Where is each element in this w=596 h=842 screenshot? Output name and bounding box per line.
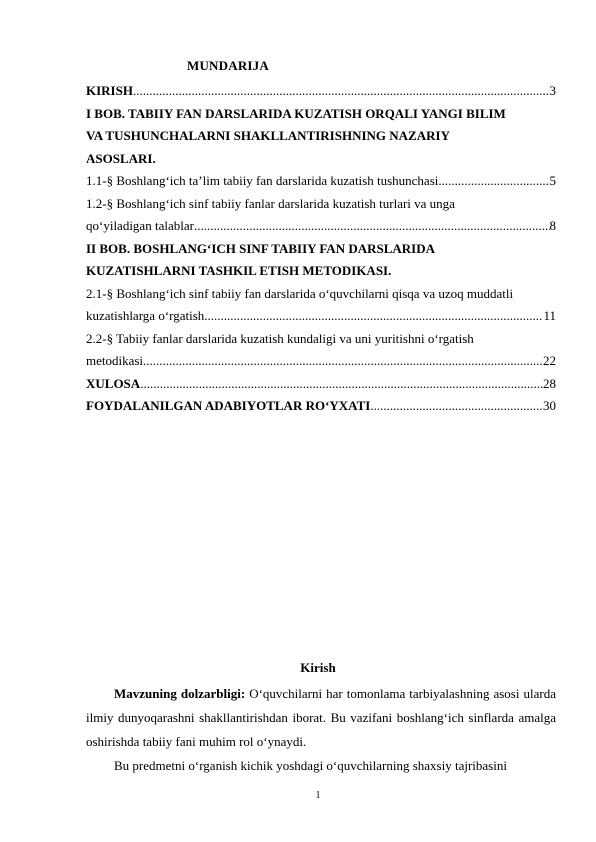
toc-title: XULOSA [86, 375, 141, 391]
toc-page: 30 [543, 398, 556, 413]
toc-entry-2-1[interactable] [86, 305, 556, 328]
toc-page: 3 [549, 83, 556, 98]
toc-entry-2-2[interactable] [86, 350, 556, 373]
toc-leader [204, 305, 543, 328]
toc-title: metodikasi [86, 353, 144, 368]
contents-heading: MUNDARIJA [187, 58, 269, 73]
paragraph [86, 682, 556, 754]
toc-entry-1-2[interactable] [86, 215, 556, 238]
toc-leader [133, 80, 550, 103]
toc-page: 28 [543, 375, 556, 391]
toc-leader [438, 170, 549, 193]
toc-page: 11 [543, 308, 556, 323]
toc-entry-1-2-line[interactable]: 1.2-§ Boshlang‘ich sinf tabiiy fanlar darslarida kuzatish turlari va unga [86, 195, 455, 211]
paragraph-text: O‘quvchilarni har tomonlama tarbiyalashning asosi ularda ilmiy dunyoqarashni shakllantirishdan iborat. Bu vazifani boshlang‘ich sinflarda amalga oshirishda tabiiy fani muhim rol o‘ynaydi. [86, 686, 556, 749]
kirish-heading: Kirish [300, 660, 336, 675]
toc-leader [140, 373, 543, 396]
page-number: 1 [315, 790, 321, 801]
toc-entry-references[interactable] [86, 395, 556, 418]
toc-title: FOYDALANILGAN ADABIYOTLAR RO‘YXATI [86, 398, 371, 413]
toc-chapter-2-line[interactable]: II BOB. BOSHLANG‘ICH SINF TABIIY FAN DARSLARIDA [86, 240, 436, 256]
toc-page: 22 [543, 353, 556, 368]
toc-chapter-1-line[interactable]: I BOB. TABIIY FAN DARSLARIDA KUZATISH ORQALI YANGI BILIM [86, 105, 506, 121]
toc-leader [143, 350, 543, 373]
toc-chapter-1-line[interactable]: ASOSLARI. [86, 150, 156, 166]
toc-title: KIRISH [86, 83, 133, 98]
table-of-contents [86, 80, 556, 418]
paragraph-lead: Mavzuning dolzarbligi: [114, 686, 246, 701]
body-text [86, 682, 556, 778]
toc-entry-xulosa[interactable] [86, 373, 556, 396]
toc-page: 5 [549, 173, 556, 188]
toc-entry-2-2-line[interactable]: 2.2-§ Tabiiy fanlar darslarida kuzatish kundaligi va uni yuritishni o‘rgatish [86, 330, 474, 346]
toc-page: 8 [549, 218, 556, 233]
toc-chapter-2-line[interactable]: KUZATISHLARNI TASHKIL ETISH METODIKASI. [86, 263, 392, 278]
toc-leader [370, 395, 543, 418]
toc-leader [194, 215, 550, 238]
toc-entry-kirish[interactable] [86, 80, 556, 103]
toc-title: 1.1-§ Boshlang‘ich ta’lim tabiiy fan darslarida kuzatish tushunchasi [86, 173, 439, 188]
toc-title: kuzatishlarga o‘rgatish [86, 308, 205, 323]
toc-title: qo‘yiladigan talablar [86, 218, 194, 233]
paragraph-text: Bu predmetni o‘rganish kichik yoshdagi o‘quvchilarning shaxsiy tajribasini [114, 758, 507, 773]
toc-entry-1-1[interactable] [86, 170, 556, 193]
paragraph [86, 754, 556, 778]
toc-entry-2-1-line[interactable]: 2.1-§ Boshlang‘ich sinf tabiiy fan darslarida o‘quvchilarni qisqa va uzoq muddatli [86, 285, 514, 301]
toc-chapter-1-line[interactable]: VA TUSHUNCHALARNI SHAKLLANTIRISHNING NAZARIY [86, 128, 450, 143]
